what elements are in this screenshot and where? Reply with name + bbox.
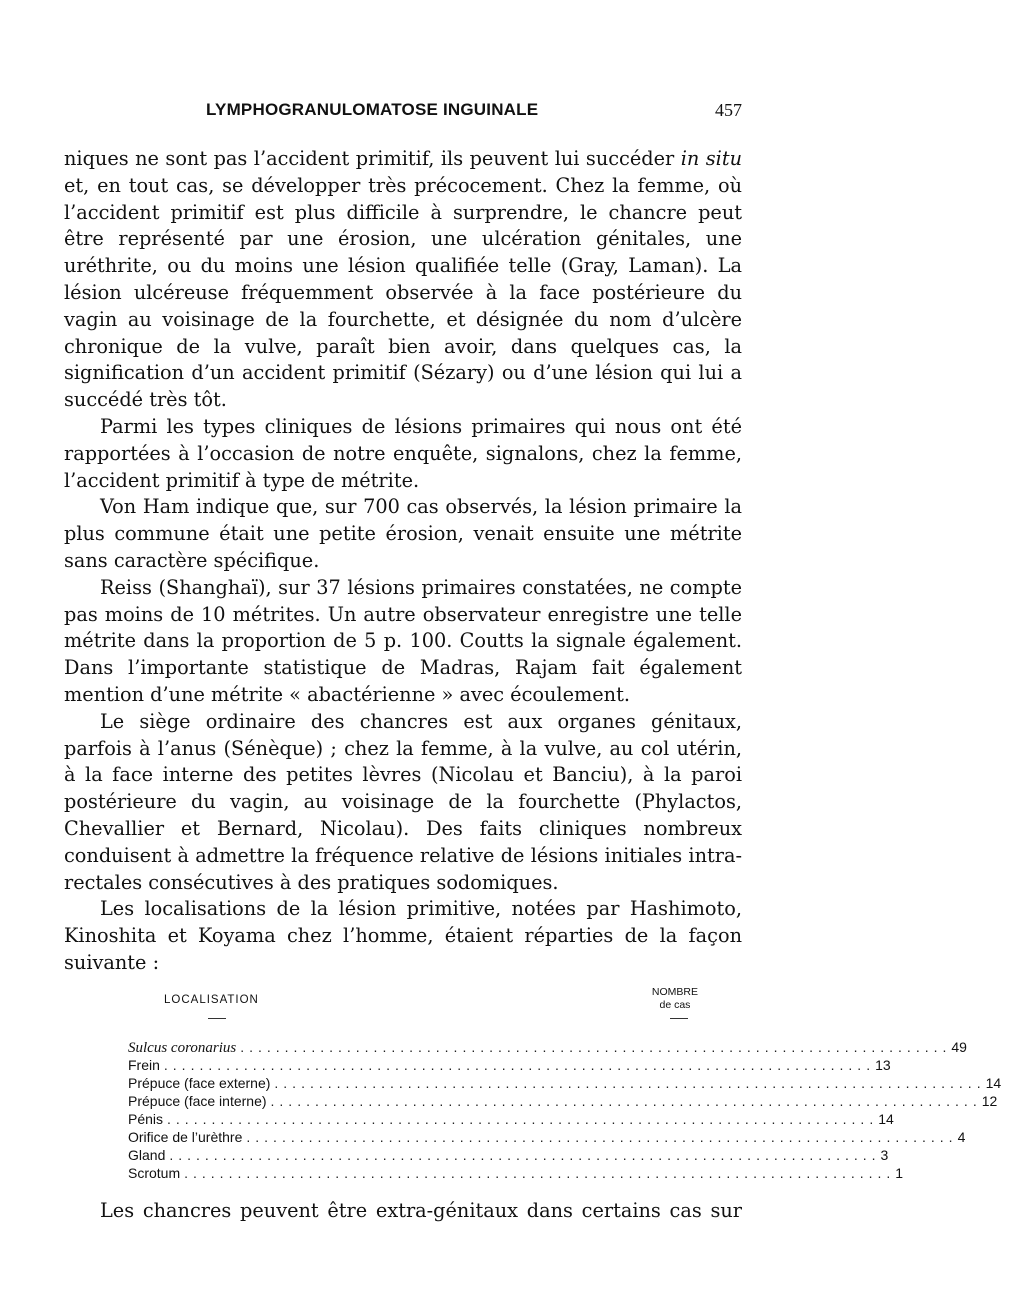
leader-dots: ................................................................................ [240,1039,952,1055]
leader-dots: ................................................................................ [270,1093,982,1109]
row-label: Pénis [128,1111,164,1127]
page-number: 457 [715,100,742,120]
row-count: 12 [981,1093,998,1109]
row-count: 13 [875,1057,891,1073]
row-count: 14 [985,1075,1002,1091]
leader-dots: ................................................................................ [169,1147,881,1163]
leader-dots: ................................................................................ [167,1111,879,1127]
body-text [64,146,742,977]
row-label: Frein [128,1057,160,1073]
row-count: 49 [951,1039,967,1055]
table-row [128,1164,904,1182]
row-count: 4 [957,1129,966,1145]
paragraph-4: Reiss (Shanghaï), sur 37 lésions primaires constatées, ne compte pas moins de 10 métrites. Un autre observateur enregistre une telle métrite dans la proportion de 5 p. 100. Coutts la signale également. Dans l’importante statistique de Madras, Rajam fait également mention d’une métrite « abactérienne » avec écoulement. [64,575,742,706]
row-count: 1 [895,1165,904,1181]
column-header-count [652,986,698,1012]
running-header [64,98,742,126]
paragraph-5: Le siège ordinaire des chancres est aux organes génitaux, parfois à l’anus (Sénèque) ; chez la femme, à la vulve, au col utérin, à la face interne des petites lèvres (Nicolau et Banciu), à la paroi postérieure du vagin, au voisinage de la fourchette (Phylactos, Chevallier et Bernard, Nicolau). Des faits cliniques nombreux conduisent à admettre la fréquence relative de lésions initiales intra-rectales consécutives à des pratiques sodomiques. [64,709,742,894]
column-header-localisation: LOCALISATION [164,994,259,1006]
table-row [128,1056,891,1074]
paragraph-1: niques ne sont pas l’accident primitif, ils peuvent lui succéder in situ et, en tout cas, se développer très précocement. Chez la femme, où l’accident primitif est plus difficile à surprendre, le chancre peut être représenté par une érosion, une ulcération génitales, une uréthrite, ou du moins une lésion qualifiée telle (Gray, Laman). La lésion ulcéreuse fréquemment observée à la face postérieure du vagin au voisinage de la fourchette, et désignée du nom d’ulcère chronique de la vulve, paraît bien avoir, dans quelques cas, la signification d’un accident primitif (Sézary) ou d’une lésion qui lui a succédé très tôt. [64,147,742,412]
row-count: 3 [880,1147,889,1163]
header-dash-right [670,1018,688,1019]
paragraph-6: Les localisations de la lésion primitive, notées par Hashimoto, Kinoshita et Koyama chez l’homme, étaient réparties de la façon suivante : [64,897,742,974]
table-row [128,1128,966,1146]
row-label: Prépuce (face interne) [128,1093,267,1109]
table-body [128,1038,1002,1182]
paragraph-3: Von Ham indique que, sur 700 cas observés, la lésion primaire la plus commune était une petite érosion, venait ensuite une métrite sans caractère spécifique. [64,495,742,572]
leader-dots: ................................................................................ [274,1075,986,1091]
leader-dots: ................................................................................ [184,1165,896,1181]
table-header [128,986,700,1038]
paragraph-2: Parmi les types cliniques de lésions primaires qui nous ont été rapportées à l’occasion de notre enquête, signalons, chez la femme, l’accident primitif à type de métrite. [64,414,742,492]
column-header-count-line1: NOMBRE [651,986,698,998]
bottom-line: Les chancres peuvent être extra-génitaux dans certains cas sur [100,1199,742,1222]
row-label: Prépuce (face externe) [128,1075,271,1091]
row-label: Gland [128,1147,166,1163]
row-count: 14 [878,1111,894,1127]
table-row [128,1074,1002,1092]
row-label: Sulcus coronarius [128,1040,237,1056]
table-row [128,1092,998,1110]
table-row [128,1110,894,1128]
table-row [128,1146,889,1164]
leader-dots: ................................................................................ [246,1129,958,1145]
row-label: Orifice de l’urèthre [128,1129,243,1145]
localisation-table [128,986,1002,1182]
running-title: LYMPHOGRANULOMATOSE INGUINALE [206,100,539,119]
header-dash-left [208,1018,226,1019]
row-label: Scrotum [128,1165,181,1181]
table-row [128,1038,967,1056]
leader-dots: ................................................................................ [163,1057,876,1073]
column-header-count-line2: de cas [659,999,691,1011]
